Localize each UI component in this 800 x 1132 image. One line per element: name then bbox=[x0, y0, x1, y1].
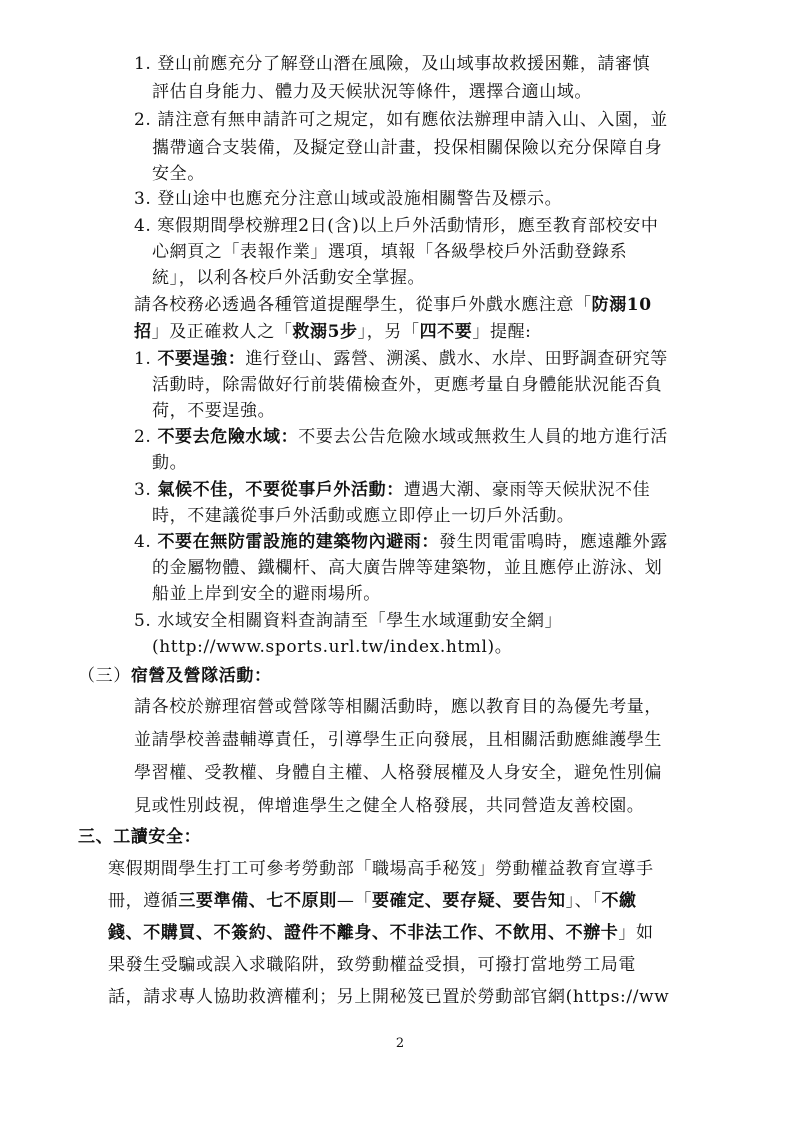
text-line bbox=[134, 347, 668, 371]
text-line: 荷，不要逞強。 bbox=[152, 401, 276, 421]
text-line bbox=[134, 530, 668, 554]
text-line: 5. 水域安全相關資料查詢請至「學生水域運動安全網」 bbox=[134, 611, 563, 631]
text-line bbox=[78, 825, 201, 849]
text-segment: 」，另「 bbox=[357, 322, 420, 342]
bold-text: 三要準備、七不原則 bbox=[178, 891, 337, 911]
text-line: 1. 登山前應充分了解登山潛在風險，及山域事故救援困難，請審慎 bbox=[134, 54, 651, 74]
bold-text: 防溺10 bbox=[591, 295, 652, 315]
text-segment: （三） bbox=[78, 666, 131, 686]
bold-text: 三、工讀安全： bbox=[78, 827, 202, 847]
text-line: 並請學校善盡輔導責任，引導學生正向發展，且相關活動應維護學生 bbox=[134, 730, 662, 750]
bold-text: 要確定、要存疑、要告知 bbox=[372, 891, 566, 911]
text-line: 4. 寒假期間學校辦理2日(含)以上戶外活動情形，應至教育部校安中 bbox=[134, 216, 659, 236]
text-line: 攜帶適合支裝備，及擬定登山計畫，投保相關保險以充分保障自身 bbox=[152, 138, 663, 158]
text-line: 活動時，除需做好行前裝備檢查外，更應考量自身體能狀況能否負 bbox=[152, 375, 663, 395]
bold-text: 不要逞強： bbox=[157, 349, 246, 369]
text-line bbox=[108, 921, 654, 945]
text-line bbox=[134, 425, 668, 449]
text-line bbox=[78, 664, 272, 688]
bold-text: 救溺5步 bbox=[292, 322, 358, 342]
text-segment: 發生閃電雷鳴時，應遠離外露 bbox=[439, 532, 668, 552]
bold-text: 不繳 bbox=[601, 891, 637, 911]
text-line: 請各校於辦理宿營或營隊等相關活動時，應以教育目的為優先考量， bbox=[134, 697, 662, 717]
bold-text: 宿營及營隊活動： bbox=[130, 666, 272, 686]
text-line: 評估自身能力、體力及天候狀況等條件，選擇合適山域。 bbox=[152, 82, 592, 102]
text-line: 的金屬物體、鐵欄杆、高大廣告牌等建築物，並且應停止游泳、划 bbox=[152, 558, 663, 578]
text-line bbox=[134, 320, 532, 344]
bold-text: 四不要 bbox=[419, 322, 473, 342]
text-segment: 」、「 bbox=[565, 891, 602, 911]
text-segment: 」及正確救人之「 bbox=[151, 322, 293, 342]
text-segment: —「 bbox=[336, 891, 373, 911]
bold-text: 不要去危險水域： bbox=[157, 427, 299, 447]
text-line: 見或性別歧視，俾增進學生之健全人格發展，共同營造友善校園。 bbox=[134, 796, 645, 816]
text-segment: 3. bbox=[134, 480, 158, 500]
text-line: 3. 登山途中也應充分注意山域或設施相關警告及標示。 bbox=[134, 189, 563, 209]
text-line: 動。 bbox=[152, 453, 188, 473]
text-line bbox=[134, 478, 650, 502]
text-segment: 冊，遵循 bbox=[108, 891, 179, 911]
text-line: 話，請求專人協助救濟權利；另上開秘笈已置於勞動部官網(https://ww bbox=[108, 987, 670, 1007]
text-line: 2. 請注意有無申請許可之規定，如有應依法辦理申請入山、入園，並 bbox=[134, 110, 668, 130]
text-segment: 遭遇大潮、豪雨等天候狀況不佳 bbox=[403, 480, 651, 500]
text-segment: 2. bbox=[134, 427, 158, 447]
text-line: 果發生受騙或誤入求職陷阱，致勞動權益受損，可撥打當地勞工局電 bbox=[108, 955, 636, 975]
text-segment: 」提醒: bbox=[472, 322, 532, 342]
text-line: 時，不建議從事戶外活動或應立即停止一切戶外活動。 bbox=[152, 506, 575, 526]
text-segment: 請各校務必透過各種管道提醒學生，從事戶外戲水應注意「 bbox=[134, 295, 592, 315]
text-line: 安全。 bbox=[152, 164, 205, 184]
text-line: 學習權、受教權、身體自主權、人格發展權及人身安全，避免性別偏 bbox=[134, 763, 662, 783]
text-line bbox=[108, 889, 637, 913]
text-segment: 進行登山、露營、溯溪、戲水、水岸、田野調查研究等 bbox=[245, 349, 668, 369]
text-segment: 4. bbox=[134, 532, 158, 552]
text-line: 船並上岸到安全的避雨場所。 bbox=[152, 584, 381, 604]
bold-text: 招 bbox=[134, 322, 152, 342]
text-line: (http://www.sports.url.tw/index.html)。 bbox=[152, 637, 513, 657]
bold-text: 錢、不購買、不簽約、證件不離身、不非法工作、不飲用、不辦卡 bbox=[108, 923, 619, 943]
text-line: 心網頁之「表報作業」選項，填報「各級學校戶外活動登錄系 bbox=[152, 242, 628, 262]
page-number: 2 bbox=[395, 1036, 405, 1051]
text-line: 寒假期間學生打工可參考勞動部「職場高手秘笈」勞動權益教育宣導手 bbox=[108, 859, 654, 879]
bold-text: 氣候不佳，不要從事戶外活動： bbox=[157, 480, 404, 500]
text-segment: 」如 bbox=[618, 923, 654, 943]
text-segment: 不要去公告危險水域或無救生人員的地方進行活 bbox=[298, 427, 668, 447]
text-segment: 1. bbox=[134, 349, 158, 369]
text-line: 統」，以利各校戶外活動安全掌握。 bbox=[152, 268, 426, 288]
bold-text: 不要在無防雷設施的建築物內避雨： bbox=[157, 532, 440, 552]
text-line bbox=[134, 293, 652, 317]
